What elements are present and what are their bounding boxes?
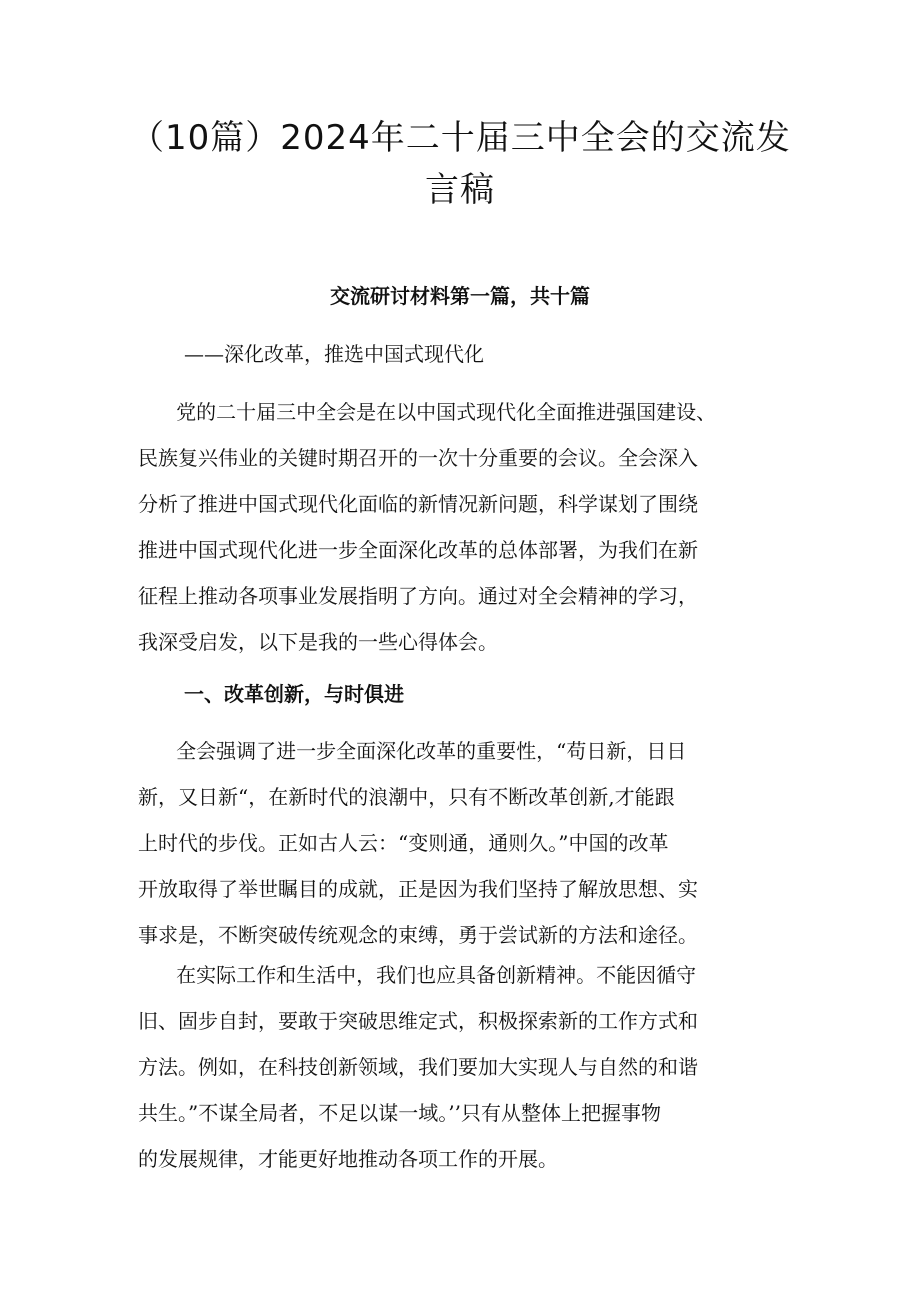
paragraph-line: 征程上推动各项事业发展指明了方向。通过对全会精神的学习， — [138, 584, 698, 608]
body-paragraph-2 — [138, 728, 788, 958]
intro-paragraph — [138, 389, 788, 665]
paragraph-line: 的发展规律，才能更好地推动各项工作的开展。 — [138, 1147, 558, 1171]
section-heading-1: 一、改革创新，与时俱进 — [184, 682, 404, 706]
paragraph-line: 在实际工作和生活中，我们也应具备创新精神。不能因循守 — [138, 963, 697, 987]
paragraph-line: 事求是，不断突破传统观念的束缚，勇于尝试新的方法和途径。 — [138, 923, 698, 947]
subtitle: ——深化改革，推选中国式现代化 — [184, 342, 484, 366]
paragraph-line: 全会强调了进一步全面深化改革的重要性，“苟日新，日日 — [138, 739, 687, 763]
paragraph-line: 新，又日新“，在新时代的浪潮中，只有不断改革创新,才能跟 — [138, 785, 675, 809]
paragraph-line: 上时代的步伐。正如古人云：“变则通，通则久。”中国的改革 — [138, 831, 669, 855]
paragraph-line: 民族复兴伟业的关键时期召开的一次十分重要的会议。全会深入 — [138, 446, 698, 470]
paragraph-line: 共生。”不谋全局者，不足以谋一域。’’只有从整体上把握事物 — [138, 1101, 661, 1125]
paragraph-line: 开放取得了举世瞩目的成就，正是因为我们坚持了解放思想、实 — [138, 877, 698, 901]
document-title-line: （10篇）2024年二十届三中全会的交流发 — [130, 118, 791, 158]
paragraph-line: 旧、固步自封，要敢于突破思维定式，积极探索新的工作方式和 — [138, 1009, 698, 1033]
body-paragraph-3 — [138, 952, 788, 1182]
document-title — [130, 112, 790, 216]
paragraph-line: 分析了推进中国式现代化面临的新情况新问题，科学谋划了围绕 — [138, 492, 698, 516]
section-title: 交流研讨材料第一篇，共十篇 — [330, 284, 590, 308]
paragraph-line: 党的二十届三中全会是在以中国式现代化全面推进强国建设、 — [138, 400, 717, 424]
paragraph-line: 我深受启发，以下是我的一些心得体会。 — [138, 630, 498, 654]
paragraph-line: 方法。例如，在科技创新领域，我们要加大实现人与自然的和谐 — [138, 1055, 698, 1079]
document-title-line: 言稿 — [425, 170, 495, 210]
paragraph-line: 推进中国式现代化进一步全面深化改革的总体部署，为我们在新 — [138, 538, 698, 562]
